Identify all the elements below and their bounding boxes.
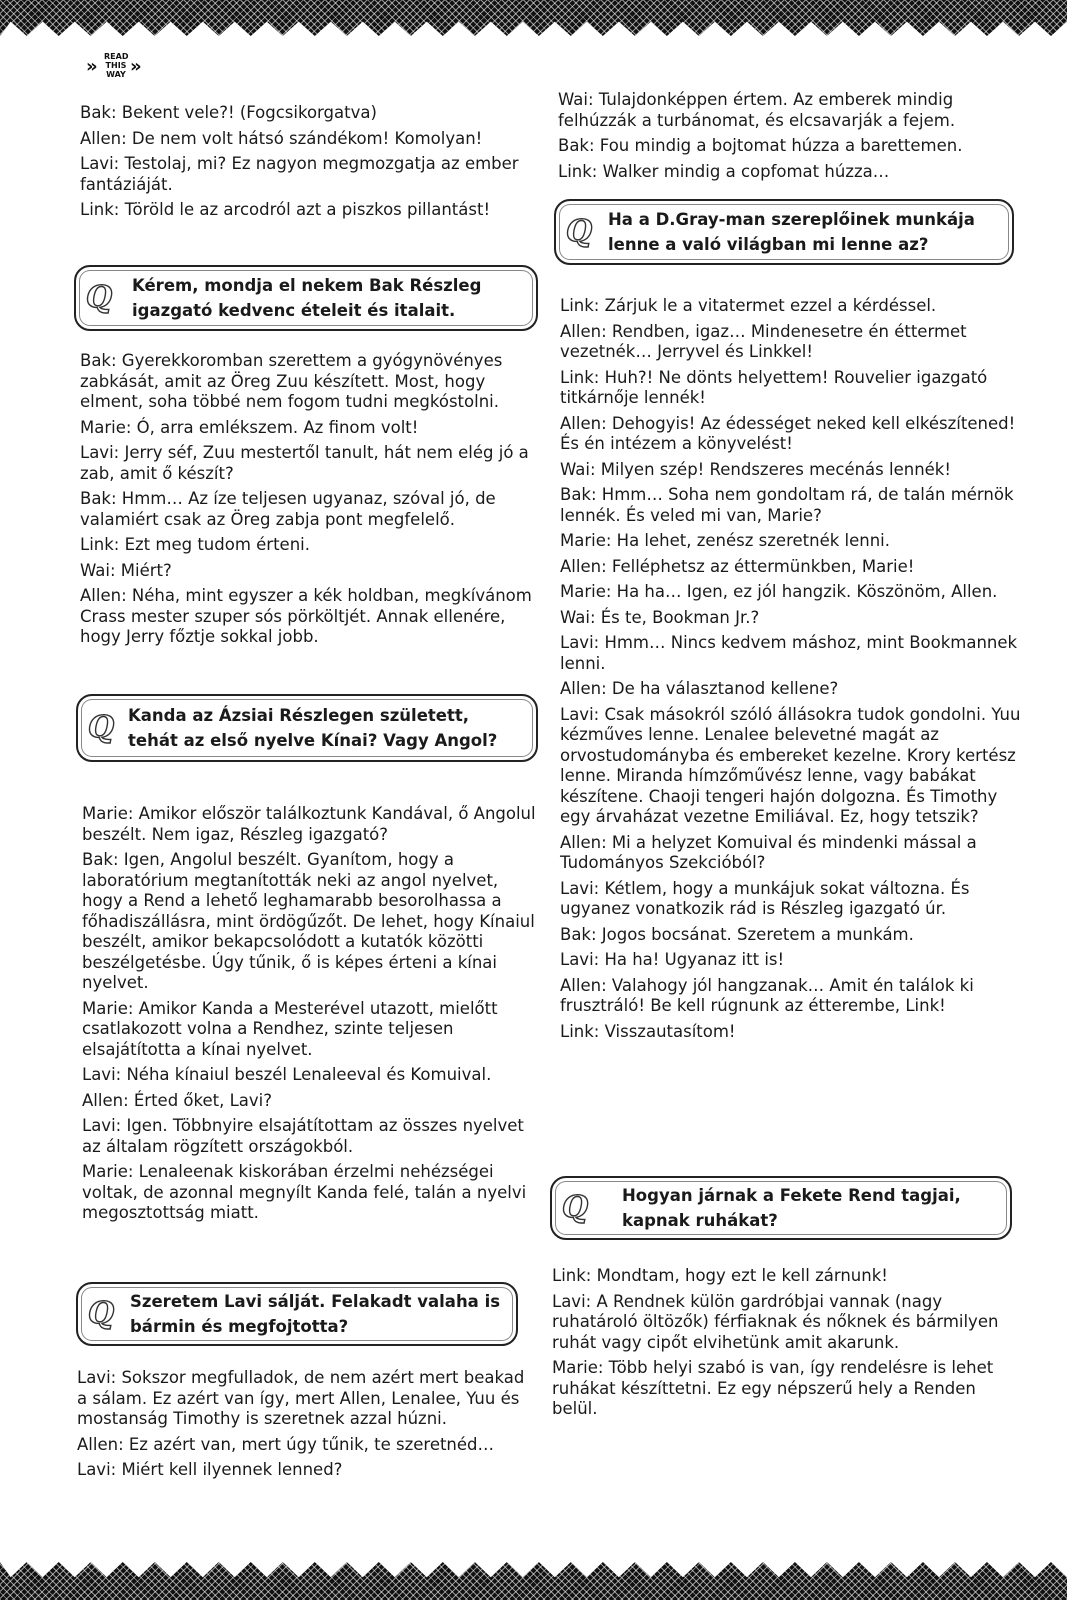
dialogue-line: Link: Huh?! Ne dönts helyettem! Rouvelier igazgató titkárnője lennék!: [560, 367, 988, 407]
dialogue-line: Allen: Ez azért van, mert úgy tűnik, te szeretnéd…: [77, 1434, 495, 1454]
dialogue-line: Wai: Miért?: [80, 560, 172, 580]
dialogue-line: Bak: Bekent vele?! (Fogcsikorgatva): [80, 103, 377, 122]
dialogue-line: Allen: Dehogyis! Az édességet neked kell elkészítened! És én intézem a könyvelést!: [560, 413, 1016, 453]
dialogue-line: Marie: Lenaleenak kiskorában érzelmi nehézségei voltak, de azonnal megnyílt Kanda felé, talán a nyelvi megosztottság miatt.: [82, 1162, 527, 1222]
dialogue-block: [552, 1266, 1022, 1425]
dialogue-line: Marie: Ha lehet, zenész szeretnék lenni.: [560, 531, 890, 550]
dialogue-line: Allen: De ha választanod kellene?: [560, 679, 839, 698]
question-mark-icon: Q: [88, 1296, 115, 1331]
dialogue-line: Link: Mondtam, hogy ezt le kell zárnunk!: [552, 1266, 888, 1285]
dialogue-line: Link: Walker mindig a copfomat húzza…: [558, 161, 890, 181]
dialogue-line: Allen: Néha, mint egyszer a kék holdban, megkívánom Crass mester szuper sós pörköltjét. Annak ellenére, hogy Jerry főztje sokkal jobb.: [80, 586, 532, 646]
dialogue-line: Bak: Gyerekkoromban szerettem a gyógynövényes zabkását, amit az Öreg Zuu készített. Most, hogy elment, soha többé nem fogom tudni megkóstolni.: [80, 351, 503, 411]
dialogue-line: Allen: Felléphetsz az éttermünkben, Marie!: [560, 556, 915, 576]
dialogue-line: Marie: Ha ha… Igen, ez jól hangzik. Köszönöm, Allen.: [560, 582, 998, 601]
dialogue-line: Link: Zárjuk le a vitatermet ezzel a kérdéssel.: [560, 296, 937, 315]
dialogue-line: Bak: Jogos bocsánat. Szeretem a munkám.: [560, 924, 914, 944]
dialogue-line: Marie: Ó, arra emlékszem. Az finom volt!: [80, 417, 419, 437]
dialogue-line: Lavi: Sokszor megfulladok, de nem azért mert beakad a sálam. Ez azért van így, mert Allen, Lenalee, Yuu és mostanság Timothy is szeretnek azzal húzni.: [77, 1368, 525, 1428]
decorative-bottom-border: [0, 1562, 1067, 1600]
dialogue-line: Wai: És te, Bookman Jr.?: [560, 607, 760, 627]
question-text: Ha a D.Gray-man szereplőinek munkája lenne a való világban mi lenne az?: [608, 210, 975, 254]
dialogue-line: Lavi: Csak másokról szóló állásokra tudok gondolni. Yuu kézműves lenne. Lenalee belevetné magát az orvostudományba és embereket kezelne. Krory kertész lenne. Miranda hímzőművész lenne, vagy babákat készítene. Chaoji tengeri hajón dolgozna. És Timothy egy árvaházat vezetne Emiliával. Ez, hogy tetszik?: [560, 704, 1021, 826]
dialogue-line: Allen: Mi a helyzet Komuival és mindenki mással a Tudományos Szekcióból?: [560, 832, 977, 872]
dialogue-line: Lavi: Ha ha! Ugyanaz itt is!: [560, 950, 785, 969]
question-box: [76, 694, 538, 762]
dialogue-block: [80, 103, 535, 226]
dialogue-line: Bak: Igen, Angolul beszélt. Gyanítom, hogy a laboratórium megtanították neki az angol nyelvet, hogy a Rend a lehető leghamarabb besorolhassa a főhadiszállásra, mint ördögűzőt. De lehet, hogy Kínaiul beszélt, amikor bekapcsolódott a kutatók közötti beszélgetésbe. Úgy tűnik, ő is képes érteni a kínai nyelvet.: [82, 850, 535, 992]
dialogue-block: [82, 804, 537, 1229]
arrow-icon: »: [86, 56, 98, 77]
dialogue-line: Link: Töröld le az arcodról azt a piszkos pillantást!: [80, 200, 491, 219]
logo-text: [104, 52, 128, 79]
dialogue-line: Allen: Valahogy jól hangzanak… Amit én találok ki frusztráló! Be kell rúgnunk az étterembe, Link!: [560, 975, 974, 1015]
dialogue-line: Marie: Amikor először találkoztunk Kandával, ő Angolul beszélt. Nem igaz, Részleg igazgató?: [82, 804, 536, 844]
dialogue-line: Allen: Rendben, igaz… Mindenesetre én éttermet vezetnék… Jerryvel és Linkkel!: [560, 321, 967, 361]
dialogue-line: Wai: Tulajdonképpen értem. Az emberek mindig felhúzzák a turbánomat, és elcsavarják a fejem.: [558, 90, 956, 130]
question-mark-icon: Q: [86, 280, 113, 315]
dialogue-line: Bak: Hmm… Az íze teljesen ugyanaz, szóval jó, de valamiért csak az Öreg zabja pont megfelelő.: [80, 489, 496, 529]
dialogue-line: Lavi: Néha kínaiul beszél Lenaleeval és Komuival.: [82, 1065, 492, 1084]
dialogue-line: Wai: Milyen szép! Rendszeres mecénás lennék!: [560, 459, 951, 479]
dialogue-line: Lavi: Kétlem, hogy a munkájuk sokat változna. És ugyanez vonatkozik rád is Részleg igazgató úr.: [560, 878, 970, 918]
dialogue-line: Marie: Amikor Kanda a Mesterével utazott, mielőtt csatlakozott volna a Rendhez, szinte teljesen elsajátította a kínai nyelvet.: [82, 998, 498, 1059]
logo-line: WAY: [106, 70, 126, 79]
dialogue-line: Marie: Több helyi szabó is van, így rendelésre is lehet ruhákat készíttetni. Ez egy népszerű hely a Renden belül.: [552, 1358, 994, 1418]
dialogue-block: [80, 351, 535, 653]
dialogue-line: Lavi: Igen. Többnyire elsajátítottam az összes nyelvet az általam rögzített országokból.: [82, 1116, 524, 1156]
question-text: Kanda az Ázsiai Részlegen született, tehát az első nyelve Kínai? Vagy Angol?: [128, 706, 498, 750]
dialogue-line: Lavi: A Rendnek külön gardróbjai vannak (nagy ruhatároló öltözők) férfiaknak és nőknek és bármilyen ruhát vagy cipőt elvihetünk amit akarunk.: [552, 1291, 999, 1352]
dialogue-block: [77, 1368, 532, 1486]
arrow-icon: »: [130, 56, 142, 77]
dialogue-line: Allen: Érted őket, Lavi?: [82, 1090, 272, 1110]
dialogue-line: Lavi: Testolaj, mi? Ez nagyon megmozgatja az ember fantáziáját.: [80, 154, 519, 194]
dialogue-block: [558, 90, 1013, 187]
logo-line: THIS: [105, 61, 127, 70]
question-box: [550, 1176, 1012, 1240]
dialogue-line: Bak: Hmm… Soha nem gondoltam rá, de talán mérnök lennék. És veled mi van, Marie?: [560, 485, 1014, 525]
dialogue-line: Allen: De nem volt hátsó szándékom! Komolyan!: [80, 128, 483, 148]
question-box: [74, 265, 538, 331]
question-text: Kérem, mondja el nekem Bak Részleg igazgató kedvenc ételeit és italait.: [132, 276, 482, 320]
dialogue-line: Link: Ezt meg tudom érteni.: [80, 535, 310, 554]
dialogue-line: Lavi: Jerry séf, Zuu mestertől tanult, hát nem elég jó a zab, amit ő készít?: [80, 443, 529, 483]
dialogue-line: Link: Visszautasítom!: [560, 1021, 736, 1041]
question-box: [76, 1282, 518, 1346]
question-mark-icon: Q: [566, 214, 593, 249]
dialogue-line: Bak: Fou mindig a bojtomat húzza a barettemen.: [558, 136, 963, 155]
decorative-top-border: [0, 0, 1067, 36]
dialogue-line: Lavi: Hmm… Nincs kedvem máshoz, mint Bookmannek lenni.: [560, 633, 1018, 673]
question-box: [554, 199, 1014, 265]
question-text: Hogyan járnak a Fekete Rend tagjai, kapnak ruhákat?: [622, 1186, 961, 1230]
logo-line: READ: [104, 52, 129, 61]
dialogue-line: Lavi: Miért kell ilyennek lenned?: [77, 1460, 343, 1479]
question-text: Szeretem Lavi sálját. Felakadt valaha is bármin és megfojtotta?: [130, 1292, 501, 1336]
dialogue-block: [560, 296, 1030, 1047]
question-mark-icon: Q: [88, 710, 115, 745]
read-this-way-logo: [86, 50, 156, 84]
question-mark-icon: Q: [562, 1190, 589, 1225]
